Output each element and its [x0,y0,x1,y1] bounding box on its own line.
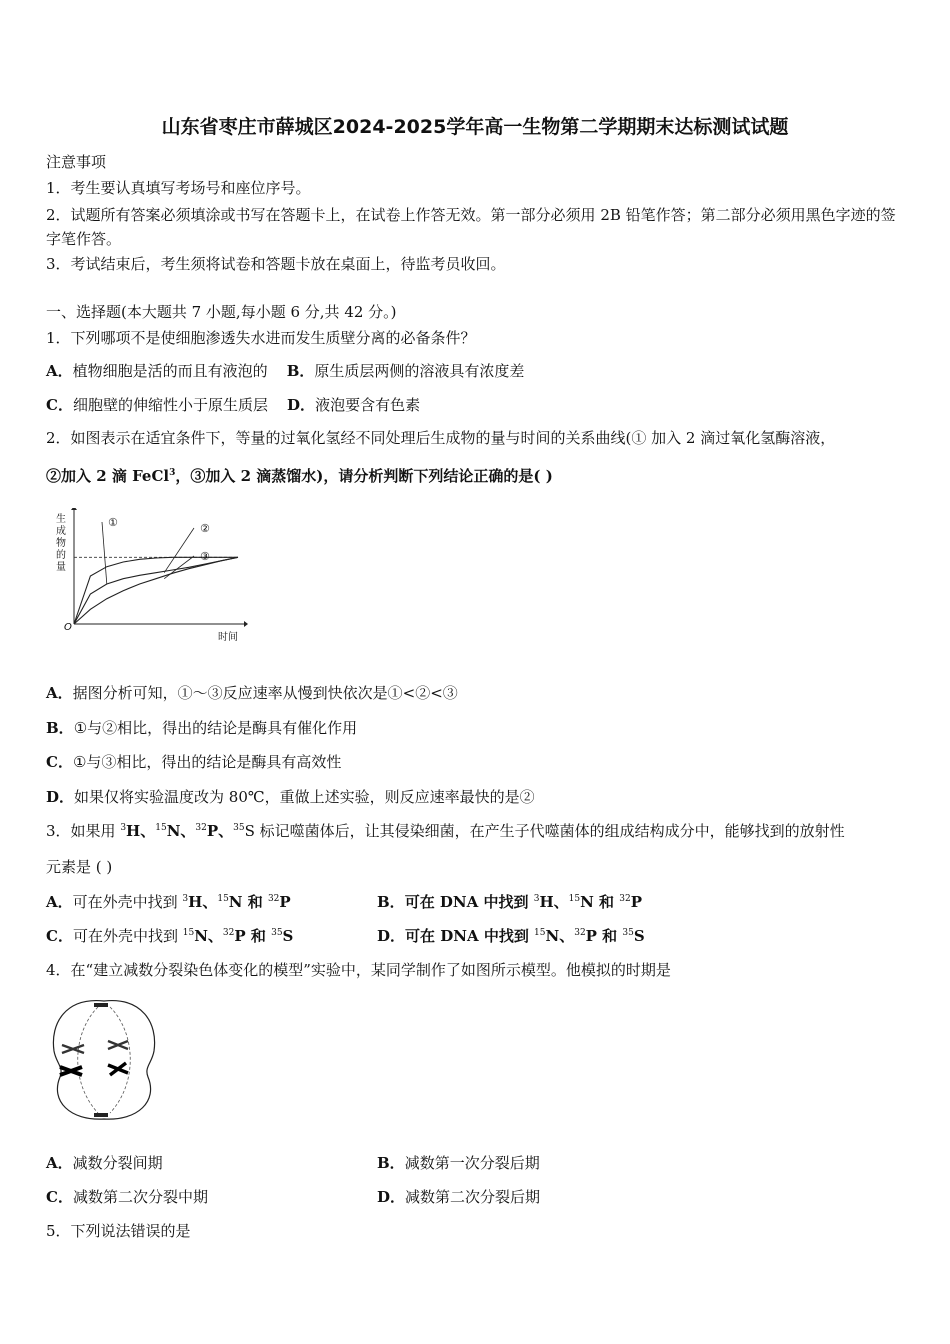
q4-option-b-text: 减数第一次分裂后期 [404,1154,540,1172]
question-2-option-a [46,683,910,703]
question-1-stem: 1．下列哪项不是使细胞渗透失水进而发生质壁分离的必备条件？ [46,329,476,347]
q2-option-d: 如果仅将实验温度改为 80℃，重做上述实验，则反应速率最快的是② [74,788,535,806]
q3-option-b [377,892,642,912]
q3-option-d [377,926,645,946]
q3-stem-part: S 标记噬菌体后，让其侵染细菌，在产生子代噬菌体的组成结构成分中，能够找到的放射性 [244,822,845,840]
q3-text: 可在外壳中找到 [72,893,183,911]
option-label: D． [46,788,75,806]
isotope-sup: 15 [217,894,229,904]
centriole-bottom [94,1113,108,1117]
option-label: B． [46,719,74,737]
isotope-sup: 32 [267,894,280,904]
isotope-sup: 3 [533,894,540,904]
isotope-sup: 3 [182,894,189,904]
q3-text: 可在外壳中找到 [72,927,183,945]
option-label: C． [46,753,73,771]
cell-division-model-figure [46,993,162,1125]
question-3-options-ab [46,892,910,912]
series-line-3 [74,557,238,624]
option-label: C． [46,927,73,945]
question-4-options-ab [46,1153,910,1173]
section-heading: 一、选择题(本大题共 7 小题,每小题 6 分,共 42 分。) [46,303,397,321]
question-2-option-c [46,752,910,772]
chromosome-dark-2 [108,1063,128,1075]
question-3-stem-1 [46,821,910,841]
question-1-options-cd [46,395,910,415]
series-label-3: ③ [200,550,210,563]
question-2-stem-1: 2．如图表示在适宜条件下，等量的过氧化氢经不同处理后生成物的量与时间的关系曲线(① 加入 2 滴过氧化氢酶溶液， [46,429,836,447]
isotope-sup: 15 [568,894,581,904]
q4-option-d [377,1187,540,1207]
isotope-sup: 35 [622,928,634,938]
isotope-sup: 35 [233,823,245,833]
series-label-1: ① [108,516,118,529]
question-2-option-d [46,787,910,807]
q3-text: P 和 [234,927,272,945]
option-label: A． [46,362,73,380]
q3-stem-part: P、 [206,822,234,840]
q3-text: H、 [188,893,218,911]
reaction-chart [48,508,248,648]
q1-option-b: 原生质层两侧的溶液具有浓度差 [314,362,525,380]
q4-option-d-text: 减数第二次分裂后期 [405,1188,541,1206]
q1-option-c: 细胞壁的伸缩性小于原生质层 [72,396,268,414]
question-4-stem: 4．在“建立减数分裂染色体变化的模型”实验中，某同学制作了如图所示模型。他模拟的时期是 [46,961,671,979]
origin-label: O [64,622,72,633]
x-axis-arrow [244,621,248,627]
isotope-sup: 32 [195,823,207,833]
q1-option-a: 植物细胞是活的而且有液泡的 [72,362,268,380]
question-5-stem: 5．下列说法错误的是 [46,1222,191,1240]
series-label-2: ② [200,522,210,535]
isotope-sup: 15 [182,928,195,938]
q3-text: 可在 DNA 中找到 [404,893,534,911]
isotope-sup: 3 [120,823,127,833]
y-axis-label-char: 的 [56,550,66,561]
q4-option-a: 减数分裂间期 [72,1154,163,1172]
chromosome-light-1 [62,1045,84,1053]
q3-text: S [282,927,294,945]
q3-stem-part: H、 [126,822,156,840]
option-label: D． [377,1188,406,1206]
q3-text: N 和 [228,893,268,911]
q2-stem-sup: 3 [169,468,176,478]
option-label: C． [46,396,73,414]
q2-option-b: ①与②相比，得出的结论是酶具有催化作用 [73,719,358,737]
isotope-sup: 32 [619,894,631,904]
question-4-options-cd [46,1187,910,1207]
option-label: B． [286,362,315,380]
notice-item-1: 1．考生要认真填写考场号和座位序号。 [46,179,311,197]
q2-stem-part: ②加入 2 滴 FeCl [46,467,170,485]
isotope-sup: 32 [574,928,586,938]
y-axis-label-char: 物 [56,538,66,549]
y-axis-label-char: 成 [56,526,66,537]
q3-text: P [630,893,642,911]
q2-stem-part: ，③加入 2 滴蒸馏水)，请分析判断下列结论正确的是( ) [175,467,553,485]
series-line-2 [74,557,238,624]
isotope-sup: 15 [155,823,167,833]
isotope-sup: 15 [534,928,546,938]
spindle-fibers [78,1007,131,1113]
isotope-sup: 35 [271,928,283,938]
q3-text: N、 [545,927,575,945]
q3-text: N、 [194,927,223,945]
centriole-top [94,1003,108,1007]
series-leader-1 [102,522,107,584]
y-axis-arrow [71,508,77,510]
q3-stem-part: N、 [166,822,196,840]
q1-option-d: 液泡要含有色素 [315,396,421,414]
y-axis-label-char: 量 [56,562,66,573]
x-axis-label: 时间 [218,632,238,643]
q3-option-c [46,927,293,945]
chromosome-dark-1 [60,1067,82,1075]
option-label: D． [287,396,316,414]
question-1-options-ab [46,361,910,381]
q3-stem-part: 3．如果用 [46,822,121,840]
q3-text: 可在 DNA 中找到 [405,927,535,945]
series-leader-2 [164,528,194,573]
notice-item-2: 2．试题所有答案必须填涂或书写在答题卡上，在试卷上作答无效。第一部分必须用 2B 铅笔作答；第二部分必须用黑色字迹的签字笔作答。 [46,206,896,248]
q3-text: P [279,893,291,911]
isotope-sup: 32 [222,928,235,938]
q4-option-b [377,1153,540,1173]
question-3-stem-2: 元素是 ( ) [46,858,113,876]
q3-text: H、 [539,893,569,911]
chromosome-light-2 [108,1041,128,1049]
option-label: B． [377,1154,405,1172]
page-title: 山东省枣庄市薛城区2024-2025学年高一生物第二学期期末达标测试试题 [161,116,789,138]
q3-option-a [46,893,291,911]
option-label: A． [46,893,73,911]
option-label: A． [46,684,73,702]
series-line-1 [74,557,238,624]
question-2-option-b [46,718,910,738]
cell-outline [53,1001,154,1120]
question-3-options-cd [46,926,910,946]
q3-text: P 和 [585,927,623,945]
q3-text: N 和 [580,893,620,911]
q4-option-c: 减数第二次分裂中期 [72,1188,208,1206]
question-2-stem-2 [46,466,910,486]
notice-heading: 注意事项 [46,153,107,171]
option-label: B． [377,893,405,911]
option-label: A． [46,1154,73,1172]
q3-text: S [633,927,645,945]
y-axis-label-char: 生 [56,514,66,525]
q2-option-a: 据图分析可知，①～③反应速率从慢到快依次是①<②<③ [72,684,458,702]
option-label: C． [46,1188,73,1206]
notice-item-3: 3．考试结束后，考生须将试卷和答题卡放在桌面上，待监考员收回。 [46,255,506,273]
q2-option-c: ①与③相比，得出的结论是酶具有高效性 [72,753,342,771]
option-label: D． [377,927,406,945]
